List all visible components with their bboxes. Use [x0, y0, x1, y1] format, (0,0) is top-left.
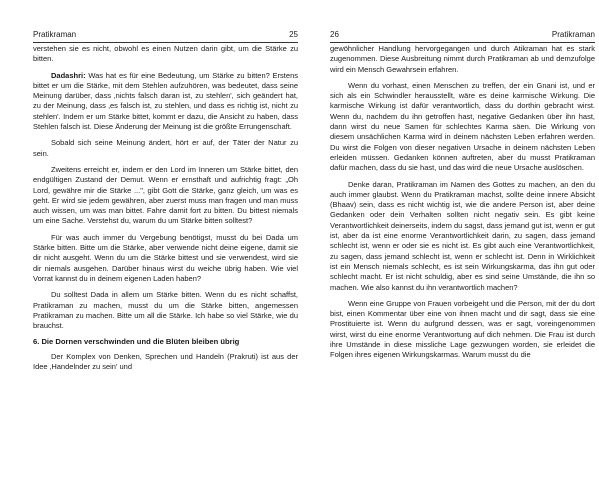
page-number: 25	[289, 30, 298, 39]
paragraph: Der Komplex von Denken, Sprechen und Handeln (Prakruti) ist aus der Idee ‚Handelnder zu sein' und	[33, 351, 298, 372]
page-header	[330, 30, 595, 43]
page-number: 26	[330, 30, 339, 39]
running-title: Pratikraman	[551, 30, 595, 39]
paragraph: Wenn eine Gruppe von Frauen vorbeigeht und die Person, mit der du dort bist, einen Kommentar über eine von ihnen macht und dir sagt, dass sie eine Prostituierte ist. Wenn du aufgrund dessen, was er sagt, voreingenommen wirst, wirst du eine enorme Verantwortung auf dich nehmen. Die Frau ist durch ihre Umstände in diese missliche Lage gezwungen worden, sie erleidet die Folgen ihres eigenen Wirkungskarmas. Warum musst du die	[330, 298, 595, 360]
paragraph	[33, 71, 298, 133]
left-page	[33, 0, 298, 484]
paragraph: Du solltest Dada in allem um Stärke bitten. Wenn du es nicht schaffst, Pratikraman zu machen, musst du um die Stärke bitten, angemessen Pratikraman zu machen. Bitte um all die Stärke. Ich habe so viel Stärke, wie du brauchst.	[33, 290, 298, 331]
section-heading: 6. Die Dornen verschwinden und die Blüten bleiben übrig	[33, 337, 240, 347]
paragraph: Für was auch immer du Vergebung benötigst, musst du bei Dada um Stärke bitten. Bitte um die Stärke, aber verwende nicht deine eigene, damit sie dir nicht ausgeht. Wenn du um die Stärke bittest und sie verwendest, wird sie dir niemals ausgehen. Darüber hinaus wirst du weiche übrig haben. Wie viel Vorrat kannst du in deinem eigenen Laden haben?	[33, 232, 298, 283]
right-page	[330, 0, 595, 484]
page-body	[330, 44, 595, 484]
paragraph: verstehen sie es nicht, obwohl es einen Nutzen darin gibt, um die Stärke zu bitten.	[33, 44, 298, 64]
paragraph: gewöhnlicher Handlung hervorgegangen und durch Atikraman hat es stark zugenommen. Diese Ausbreitung nimmt durch Pratikraman ab und demzufolge wird ein Mensch Gewahrsein erfahren.	[330, 44, 595, 74]
paragraph: Denke daran, Pratikraman im Namen des Gottes zu machen, an den du auch immer glaubst. Wenn du Pratikraman machst, sollte deine innere Absicht (Bhaav) sein, dass es nicht wichtig ist, wie die andere Person ist, aber deine Gedanken oder dein Verhalten sollten nicht negativ sein. Es gibt keine Verantwortlichkeit deinerseits, indem du sagst, dass jemand gut ist, wenn er gut ist, aber da ist eine enorme Verantwortlichkeit darin, zu sagen, dass jemand schlecht ist, wenn er oder sie es nicht ist. Es gibt auch eine Verantwortlichkeit, zu sagen, dass jemand schlecht ist, wenn er schlecht ist. Denn in Wirklichkeit ist ein Mensch niemals schlecht, es ist sein Wirkungskarma, das ihn gut oder schlecht macht. Er ist nicht schuldig, aber es sind seine Umstände, die ihn so machen. Wie also kannst du ihn verantwortlich machen?	[330, 179, 595, 292]
paragraph: Zweitens erreicht er, indem er den Lord im Inneren um Stärke bittet, den endgültigen Zustand der Demut. Wenn er ernsthaft und aufrichtig fragt: „Oh Lord, gewähre mir die Stärke ...", gibt Gott die Stärke, ganz gleich, um was es geht. Er wird sie jedem gewähren, aber zuerst muss man fragen und man muss auch wissen, um was man bittet. Fahre damit fort zu bitten. Du bittest niemals um eine Sache. Verstehst du, warum du um Stärke bitten solltest?	[33, 164, 298, 226]
running-title: Pratikraman	[33, 30, 77, 39]
page-header	[33, 30, 298, 43]
paragraph-text: Was hat es für eine Bedeutung, um Stärke zu bitten? Erstens bittet er um die Stärke, mit dem Stehlen aufzuhören, was bedeutet, dass seine Meinung darüber, dass ‚nichts falsch daran ist, zu stehlen', sich geändert hat, zu der Meinung, dass ‚es falsch ist, zu stehlen, und dass es richtig ist, nicht zu stehlen'. Indem er um Stärke bittet, kommt er dazu, die Ansicht zu haben, dass Stehlen falsch ist. Diese Änderung der Meinung ist die größte Errungenschaft.	[33, 70, 298, 132]
paragraph: Sobald sich seine Meinung ändert, hört er auf, der Täter der Natur zu sein.	[33, 138, 298, 158]
page-body	[33, 44, 298, 484]
paragraph: Wenn du vorhast, einen Menschen zu treffen, der ein Gnani ist, und er sich als ein Schwindler herausstellt, wäre es deine karmische Wirkung. Die karmische Wirkung ist dafür verantwortlich, dass du dorthin gebracht wirst. Wenn du, nachdem du ihn getroffen hast, negative Gedanken über ihn hast, dann wirst du neue Samen für schlechtes Karma säen. Die Wirkung von diesem unsächlichen Karma wird in deinem nächsten Leben erfahren werden. Du wirst die Folgen von dieser negativen Ursache in deinem nächsten Leben erleiden müssen. Gedanken können auftreten, aber du musst Pratikraman dafür machen, dass du sie hast, und das wird die neue Ursache auslöschen.	[330, 80, 595, 173]
speaker-label: Dadashri:	[51, 70, 86, 80]
